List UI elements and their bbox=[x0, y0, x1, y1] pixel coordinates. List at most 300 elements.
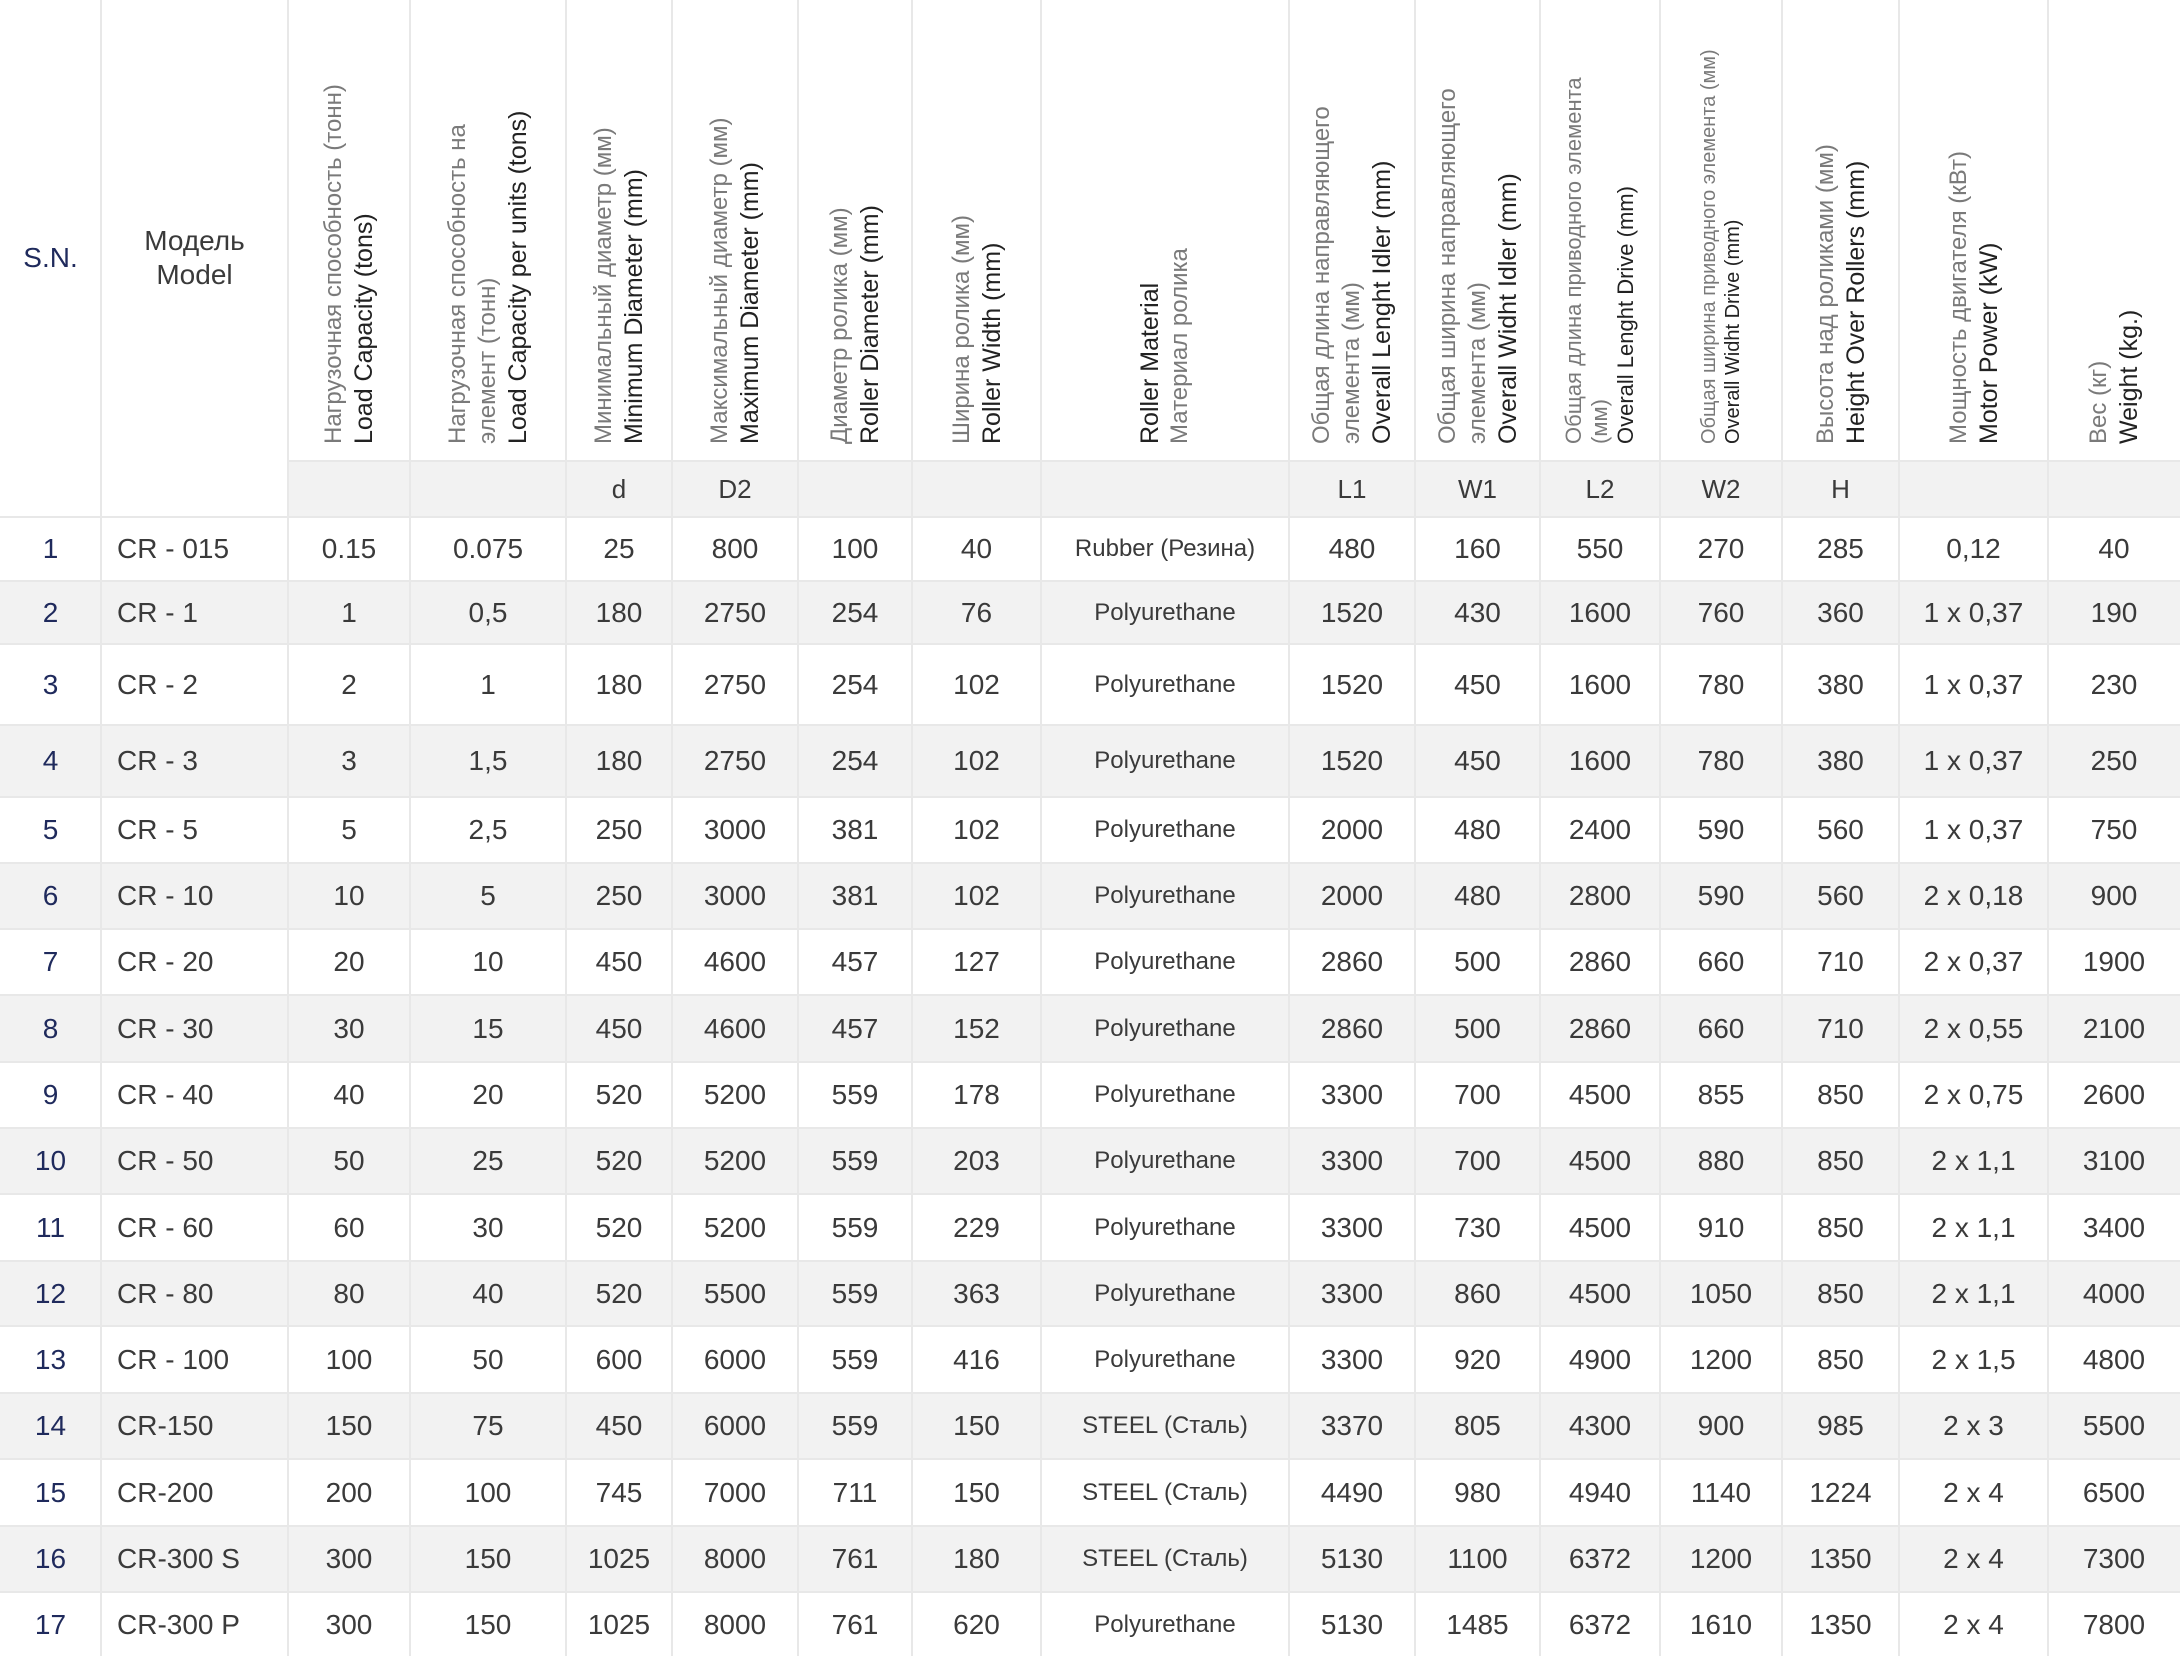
cell-load-capacity-per-unit: 30 bbox=[472, 1211, 504, 1243]
cell-overall-length-idler: 3300 bbox=[1320, 1343, 1384, 1375]
cell-roller-diameter: 559 bbox=[831, 1343, 879, 1375]
cell-roller-width: 203 bbox=[953, 1145, 1000, 1176]
header-symbol-label: d bbox=[611, 473, 627, 504]
cell-sn: 12 bbox=[34, 1277, 67, 1309]
cell-min-diameter: 25 bbox=[603, 533, 635, 564]
cell-load-capacity-per-unit: 20 bbox=[472, 1079, 504, 1110]
cell-max-diameter: 3000 bbox=[703, 880, 767, 911]
cell-motor-power: 2 x 0,37 bbox=[1923, 946, 2024, 977]
header-label-rotated bbox=[825, 205, 885, 444]
header-label-ru: Нагрузочная способность на bbox=[444, 124, 471, 444]
cell-min-diameter: 520 bbox=[595, 1211, 643, 1243]
cell-overall-length-idler: 2860 bbox=[1320, 946, 1384, 977]
cell-load-capacity-per-unit: 25 bbox=[472, 1145, 504, 1176]
cell-roller-material: Polyurethane bbox=[1094, 1081, 1236, 1108]
cell-model: CR-150 bbox=[117, 1410, 214, 1441]
cell-roller-diameter: 761 bbox=[831, 1543, 879, 1574]
cell-sn: 4 bbox=[42, 745, 59, 776]
cell-motor-power: 1 x 0,37 bbox=[1923, 668, 2024, 700]
cell-model: CR-300 S bbox=[117, 1543, 240, 1574]
header-symbol-weight bbox=[2048, 460, 2180, 516]
header-symbol-label: L1 bbox=[1337, 473, 1367, 504]
cell-overall-width-drive: 780 bbox=[1697, 668, 1745, 700]
cell-overall-length-drive: 2400 bbox=[1568, 814, 1632, 845]
cell-overall-width-drive: 660 bbox=[1697, 946, 1745, 977]
cell-overall-length-drive: 1600 bbox=[1568, 668, 1632, 700]
cell-min-diameter: 520 bbox=[595, 1079, 643, 1110]
header-label-en: Roller Width (mm) bbox=[978, 242, 1006, 444]
table-row bbox=[0, 862, 2180, 928]
header-label-ru: Общая длина направляющего bbox=[1308, 106, 1335, 444]
cell-weight: 4800 bbox=[2082, 1343, 2146, 1375]
cell-overall-width-idler: 700 bbox=[1454, 1079, 1501, 1110]
header-symbol-roller-material bbox=[1041, 460, 1289, 516]
header-load-capacity-per-unit bbox=[410, 0, 566, 460]
cell-max-diameter: 4600 bbox=[703, 1012, 767, 1044]
cell-load-capacity-per-unit: 15 bbox=[472, 1012, 504, 1044]
cell-load-capacity: 50 bbox=[333, 1145, 365, 1176]
header-symbol-load-capacity bbox=[288, 460, 410, 516]
table-row bbox=[0, 1325, 2180, 1392]
cell-height-over-rollers: 380 bbox=[1817, 745, 1864, 776]
cell-model: CR - 3 bbox=[117, 745, 198, 776]
cell-model: CR - 1 bbox=[117, 596, 198, 628]
cell-sn: 1 bbox=[42, 533, 59, 564]
cell-height-over-rollers: 850 bbox=[1817, 1211, 1864, 1243]
cell-overall-length-idler: 1520 bbox=[1320, 668, 1384, 700]
column-divider bbox=[2047, 0, 2049, 1656]
cell-roller-material: Polyurethane bbox=[1094, 816, 1236, 843]
cell-roller-material: Polyurethane bbox=[1094, 747, 1236, 774]
header-label-en: Weight (kg.) bbox=[2115, 309, 2143, 444]
cell-load-capacity: 100 bbox=[325, 1343, 373, 1375]
cell-roller-material: Polyurethane bbox=[1094, 670, 1236, 698]
cell-height-over-rollers: 985 bbox=[1817, 1410, 1864, 1441]
cell-weight: 6500 bbox=[2082, 1476, 2146, 1508]
cell-weight: 2100 bbox=[2082, 1012, 2146, 1044]
cell-model: CR - 20 bbox=[117, 946, 214, 977]
cell-overall-length-idler: 3300 bbox=[1320, 1145, 1384, 1176]
cell-weight: 2600 bbox=[2082, 1079, 2146, 1110]
cell-sn: 3 bbox=[42, 668, 59, 700]
column-divider bbox=[409, 0, 411, 1656]
cell-load-capacity: 80 bbox=[333, 1277, 365, 1309]
header-label-rotated bbox=[319, 84, 379, 444]
cell-height-over-rollers: 560 bbox=[1817, 814, 1864, 845]
header-label-lines bbox=[319, 84, 379, 444]
cell-motor-power: 2 x 1,1 bbox=[1931, 1277, 2016, 1309]
cell-weight: 4000 bbox=[2082, 1277, 2146, 1309]
cell-overall-length-idler: 4490 bbox=[1320, 1476, 1384, 1508]
cell-height-over-rollers: 710 bbox=[1817, 946, 1864, 977]
table-row bbox=[0, 1127, 2180, 1193]
cell-height-over-rollers: 1224 bbox=[1809, 1476, 1872, 1508]
cell-overall-length-drive: 4300 bbox=[1568, 1410, 1632, 1441]
cell-overall-width-idler: 920 bbox=[1454, 1343, 1501, 1375]
header-label-ru: Высота над роликами (мм) bbox=[1812, 144, 1839, 444]
cell-height-over-rollers: 850 bbox=[1817, 1145, 1864, 1176]
header-label-en: Maximum Diameter (mm) bbox=[736, 162, 764, 444]
header-label-lines bbox=[1307, 106, 1397, 444]
cell-motor-power: 0,12 bbox=[1946, 533, 2001, 564]
header-symbol-load-capacity-per-unit bbox=[410, 460, 566, 516]
cell-overall-length-drive: 4500 bbox=[1568, 1211, 1632, 1243]
header-label-rotated bbox=[2084, 310, 2144, 444]
column-divider bbox=[1781, 0, 1783, 1656]
cell-max-diameter: 8000 bbox=[703, 1543, 767, 1574]
cell-roller-diameter: 254 bbox=[831, 668, 879, 700]
table-row bbox=[0, 516, 2180, 580]
header-symbol-height-over-rollers bbox=[1782, 460, 1899, 516]
cell-motor-power: 2 x 4 bbox=[1943, 1608, 2004, 1640]
header-model-ru: Модель bbox=[144, 225, 245, 256]
cell-overall-length-drive: 1600 bbox=[1568, 596, 1632, 628]
cell-load-capacity: 40 bbox=[333, 1079, 365, 1110]
header-label-rotated bbox=[1811, 144, 1871, 444]
cell-model: CR - 60 bbox=[117, 1211, 214, 1243]
cell-load-capacity: 1 bbox=[341, 596, 357, 628]
column-divider bbox=[1414, 0, 1416, 1656]
cell-roller-diameter: 254 bbox=[831, 596, 879, 628]
cell-weight: 7300 bbox=[2082, 1543, 2146, 1574]
cell-overall-width-drive: 910 bbox=[1697, 1211, 1745, 1243]
cell-min-diameter: 745 bbox=[595, 1476, 643, 1508]
cell-max-diameter: 3000 bbox=[703, 814, 767, 845]
cell-roller-material: Polyurethane bbox=[1094, 1279, 1236, 1307]
column-divider bbox=[1659, 0, 1661, 1656]
cell-load-capacity-per-unit: 150 bbox=[464, 1543, 512, 1574]
cell-overall-length-idler: 3300 bbox=[1320, 1277, 1384, 1309]
cell-overall-length-idler: 2000 bbox=[1320, 880, 1384, 911]
header-label-lines bbox=[1944, 151, 2004, 444]
cell-height-over-rollers: 560 bbox=[1817, 880, 1864, 911]
cell-overall-length-drive: 2860 bbox=[1568, 946, 1632, 977]
header-symbol-min-diameter bbox=[566, 460, 672, 516]
cell-roller-width: 178 bbox=[953, 1079, 1000, 1110]
cell-model: CR - 30 bbox=[117, 1012, 214, 1044]
cell-roller-material: Polyurethane bbox=[1094, 1213, 1236, 1241]
header-overall-length-drive bbox=[1540, 0, 1660, 460]
cell-overall-length-drive: 1600 bbox=[1568, 745, 1632, 776]
cell-roller-diameter: 381 bbox=[831, 880, 879, 911]
cell-overall-length-drive: 4900 bbox=[1568, 1343, 1632, 1375]
cell-motor-power: 2 x 3 bbox=[1943, 1410, 2004, 1441]
cell-overall-length-idler: 3300 bbox=[1320, 1079, 1384, 1110]
header-label-en: Overall Lenght Idler (mm) bbox=[1368, 160, 1396, 444]
header-label-en: Minimum Diameter (mm) bbox=[620, 169, 648, 444]
table-row bbox=[0, 724, 2180, 796]
cell-min-diameter: 250 bbox=[595, 880, 643, 911]
header-label-rotated bbox=[1433, 88, 1523, 444]
table-row bbox=[0, 643, 2180, 724]
header-symbol-max-diameter bbox=[672, 460, 798, 516]
cell-roller-material: Polyurethane bbox=[1094, 1014, 1236, 1042]
cell-max-diameter: 5200 bbox=[703, 1079, 767, 1110]
cell-height-over-rollers: 285 bbox=[1817, 533, 1864, 564]
cell-weight: 250 bbox=[2090, 745, 2138, 776]
cell-overall-width-idler: 430 bbox=[1454, 596, 1501, 628]
cell-load-capacity-per-unit: 2,5 bbox=[468, 814, 508, 845]
cell-overall-length-drive: 4500 bbox=[1568, 1145, 1632, 1176]
header-sn-label: S.N. bbox=[23, 242, 78, 273]
cell-overall-width-idler: 805 bbox=[1454, 1410, 1501, 1441]
cell-model: CR - 50 bbox=[117, 1145, 214, 1176]
header-min-diameter bbox=[566, 0, 672, 460]
cell-overall-width-drive: 855 bbox=[1697, 1079, 1745, 1110]
header-label-en: Overall Widht Idler (mm) bbox=[1494, 173, 1522, 444]
cell-overall-width-drive: 270 bbox=[1697, 533, 1745, 564]
header-label-lines bbox=[1811, 144, 1871, 444]
header-label-rotated bbox=[705, 117, 765, 444]
cell-overall-width-drive: 590 bbox=[1697, 814, 1745, 845]
header-overall-width-idler bbox=[1415, 0, 1540, 460]
cell-max-diameter: 2750 bbox=[703, 596, 767, 628]
cell-roller-width: 363 bbox=[953, 1277, 1000, 1309]
cell-roller-width: 102 bbox=[953, 814, 1000, 845]
cell-min-diameter: 600 bbox=[595, 1343, 643, 1375]
cell-load-capacity: 150 bbox=[325, 1410, 373, 1441]
header-label-ru: Общая ширина приводного элемента (мм) bbox=[1698, 49, 1720, 444]
cell-overall-width-drive: 590 bbox=[1697, 880, 1745, 911]
cell-model: CR - 5 bbox=[117, 814, 198, 845]
cell-motor-power: 2 x 0,18 bbox=[1923, 880, 2024, 911]
cell-overall-length-idler: 3300 bbox=[1320, 1211, 1384, 1243]
cell-overall-width-idler: 160 bbox=[1454, 533, 1501, 564]
header-roller-diameter bbox=[798, 0, 912, 460]
header-label-lines bbox=[1135, 248, 1195, 444]
table-row bbox=[0, 928, 2180, 994]
header-label-ru-line2: (мм) bbox=[1587, 399, 1612, 444]
cell-weight: 230 bbox=[2090, 668, 2138, 700]
cell-roller-diameter: 381 bbox=[831, 814, 879, 845]
header-motor-power bbox=[1899, 0, 2048, 460]
cell-motor-power: 2 x 1,1 bbox=[1931, 1145, 2016, 1176]
header-overall-width-drive bbox=[1660, 0, 1782, 460]
cell-max-diameter: 8000 bbox=[703, 1608, 767, 1640]
cell-overall-length-idler: 1520 bbox=[1320, 745, 1384, 776]
header-symbol-label: W1 bbox=[1458, 473, 1497, 504]
column-divider bbox=[565, 0, 567, 1656]
header-label-lines bbox=[1561, 77, 1639, 444]
cell-overall-length-drive: 4500 bbox=[1568, 1277, 1632, 1309]
cell-model: CR - 80 bbox=[117, 1277, 214, 1309]
header-label-ru: Максимальный диаметр (мм) bbox=[706, 117, 733, 444]
cell-load-capacity-per-unit: 1,5 bbox=[468, 745, 508, 776]
cell-overall-width-idler: 1485 bbox=[1446, 1608, 1509, 1640]
cell-roller-diameter: 559 bbox=[831, 1410, 879, 1441]
table-row bbox=[0, 1525, 2180, 1591]
header-label-lines bbox=[1697, 49, 1745, 444]
header-symbol-overall-width-drive bbox=[1660, 460, 1782, 516]
cell-roller-width: 127 bbox=[953, 946, 1000, 977]
cell-weight: 5500 bbox=[2082, 1410, 2146, 1441]
header-model-en: Model bbox=[156, 259, 233, 290]
cell-sn: 10 bbox=[34, 1145, 67, 1176]
cell-sn: 13 bbox=[34, 1343, 67, 1375]
cell-motor-power: 1 x 0,37 bbox=[1923, 745, 2024, 776]
cell-overall-width-drive: 1610 bbox=[1689, 1608, 1753, 1640]
cell-max-diameter: 6000 bbox=[703, 1410, 767, 1441]
header-label-ru: Материал ролика bbox=[1166, 248, 1193, 444]
cell-model: CR - 10 bbox=[117, 880, 214, 911]
cell-overall-width-idler: 480 bbox=[1454, 880, 1501, 911]
cell-load-capacity: 200 bbox=[325, 1476, 373, 1508]
header-symbol-overall-length-idler bbox=[1289, 460, 1415, 516]
header-label-ru: Общая длина приводного элемента bbox=[1561, 77, 1586, 444]
header-sn bbox=[0, 0, 101, 516]
header-roller-material bbox=[1041, 0, 1289, 460]
header-symbol-label: H bbox=[1831, 473, 1850, 504]
cell-load-capacity: 300 bbox=[325, 1543, 373, 1574]
cell-model: CR-300 P bbox=[117, 1608, 240, 1640]
cell-motor-power: 2 x 4 bbox=[1943, 1543, 2004, 1574]
cell-load-capacity: 0.15 bbox=[321, 533, 377, 564]
header-symbol-label: W2 bbox=[1701, 473, 1741, 504]
cell-weight: 3100 bbox=[2082, 1145, 2146, 1176]
cell-overall-width-idler: 980 bbox=[1454, 1476, 1501, 1508]
header-label-en: Roller Diameter (mm) bbox=[856, 205, 884, 444]
header-label-lines bbox=[589, 127, 649, 444]
cell-sn: 14 bbox=[34, 1410, 67, 1441]
header-label-en: Roller Material bbox=[1136, 282, 1164, 444]
table-row bbox=[0, 796, 2180, 862]
cell-load-capacity-per-unit: 75 bbox=[472, 1410, 504, 1441]
cell-roller-material: Polyurethane bbox=[1094, 598, 1236, 626]
cell-overall-width-idler: 450 bbox=[1454, 745, 1501, 776]
header-symbol-overall-width-idler bbox=[1415, 460, 1540, 516]
cell-overall-length-drive: 4940 bbox=[1568, 1476, 1632, 1508]
cell-load-capacity-per-unit: 0,5 bbox=[468, 596, 508, 628]
cell-height-over-rollers: 850 bbox=[1817, 1079, 1864, 1110]
cell-roller-width: 76 bbox=[960, 596, 993, 628]
cell-overall-width-idler: 500 bbox=[1454, 946, 1501, 977]
header-roller-width bbox=[912, 0, 1041, 460]
column-divider bbox=[911, 0, 913, 1656]
cell-motor-power: 2 x 1,5 bbox=[1931, 1343, 2016, 1375]
header-label-rotated bbox=[1561, 77, 1639, 444]
cell-overall-length-idler: 2000 bbox=[1320, 814, 1384, 845]
cell-load-capacity-per-unit: 100 bbox=[464, 1476, 512, 1508]
cell-load-capacity-per-unit: 10 bbox=[472, 946, 504, 977]
cell-overall-length-idler: 480 bbox=[1328, 533, 1376, 564]
cell-overall-length-drive: 550 bbox=[1576, 533, 1624, 564]
cell-min-diameter: 450 bbox=[595, 946, 643, 977]
cell-roller-diameter: 559 bbox=[831, 1145, 879, 1176]
column-divider bbox=[797, 0, 799, 1656]
cell-sn: 8 bbox=[42, 1012, 59, 1044]
cell-overall-length-drive: 2800 bbox=[1568, 880, 1632, 911]
header-label-en: Overall Lenght Drive (mm) bbox=[1613, 186, 1638, 444]
header-label-ru: Вес (кг) bbox=[2085, 360, 2112, 444]
cell-overall-width-idler: 500 bbox=[1454, 1012, 1501, 1044]
cell-overall-width-drive: 660 bbox=[1697, 1012, 1745, 1044]
cell-height-over-rollers: 1350 bbox=[1809, 1543, 1872, 1574]
header-overall-length-idler bbox=[1289, 0, 1415, 460]
cell-height-over-rollers: 850 bbox=[1817, 1343, 1864, 1375]
cell-overall-width-drive: 900 bbox=[1697, 1410, 1745, 1441]
cell-roller-diameter: 254 bbox=[831, 745, 879, 776]
cell-weight: 7800 bbox=[2082, 1608, 2146, 1640]
cell-sn: 5 bbox=[42, 814, 59, 845]
cell-overall-width-idler: 860 bbox=[1454, 1277, 1501, 1309]
header-label-lines bbox=[2084, 310, 2144, 444]
cell-weight: 900 bbox=[2090, 880, 2138, 911]
cell-load-capacity-per-unit: 0.075 bbox=[452, 533, 524, 564]
cell-overall-width-idler: 730 bbox=[1454, 1211, 1501, 1243]
cell-motor-power: 1 x 0,37 bbox=[1923, 814, 2024, 845]
header-load-capacity bbox=[288, 0, 410, 460]
cell-max-diameter: 7000 bbox=[703, 1476, 767, 1508]
cell-max-diameter: 2750 bbox=[703, 745, 767, 776]
cell-min-diameter: 180 bbox=[595, 745, 643, 776]
cell-load-capacity: 5 bbox=[341, 814, 357, 845]
cell-roller-width: 102 bbox=[953, 745, 1000, 776]
cell-height-over-rollers: 360 bbox=[1817, 596, 1864, 628]
cell-height-over-rollers: 710 bbox=[1817, 1012, 1864, 1044]
cell-overall-width-drive: 1140 bbox=[1690, 1476, 1752, 1508]
cell-roller-width: 102 bbox=[953, 880, 1000, 911]
cell-min-diameter: 180 bbox=[595, 668, 643, 700]
cell-overall-length-drive: 6372 bbox=[1568, 1543, 1632, 1574]
cell-roller-material: Polyurethane bbox=[1094, 1345, 1236, 1373]
header-symbol-label: D2 bbox=[718, 473, 752, 504]
column-divider bbox=[671, 0, 673, 1656]
cell-sn: 16 bbox=[34, 1543, 67, 1574]
cell-model: CR-200 bbox=[117, 1476, 214, 1508]
cell-load-capacity-per-unit: 150 bbox=[464, 1608, 512, 1640]
cell-weight: 190 bbox=[2090, 596, 2138, 628]
cell-roller-material: STEEL (Сталь) bbox=[1082, 1412, 1248, 1439]
cell-max-diameter: 5500 bbox=[703, 1277, 767, 1309]
cell-min-diameter: 520 bbox=[595, 1277, 643, 1309]
cell-min-diameter: 1025 bbox=[587, 1543, 651, 1574]
header-label-ru: Минимальный диаметр (мм) bbox=[590, 127, 617, 444]
cell-load-capacity-per-unit: 40 bbox=[472, 1277, 504, 1309]
table-row bbox=[0, 580, 2180, 643]
cell-overall-width-drive: 760 bbox=[1697, 596, 1745, 628]
header-divider bbox=[0, 516, 2180, 518]
cell-min-diameter: 250 bbox=[595, 814, 643, 845]
cell-max-diameter: 4600 bbox=[703, 946, 767, 977]
cell-roller-diameter: 559 bbox=[831, 1079, 879, 1110]
cell-overall-length-idler: 3370 bbox=[1320, 1410, 1384, 1441]
cell-sn: 7 bbox=[42, 946, 59, 977]
cell-max-diameter: 800 bbox=[711, 533, 759, 564]
header-symbol-roller-width bbox=[912, 460, 1041, 516]
header-label-lines bbox=[1433, 88, 1523, 444]
header-symbol-roller-diameter bbox=[798, 460, 912, 516]
cell-roller-diameter: 761 bbox=[831, 1608, 879, 1640]
cell-min-diameter: 450 bbox=[595, 1012, 643, 1044]
cell-model: CR - 100 bbox=[117, 1343, 230, 1375]
table-row bbox=[0, 1591, 2180, 1656]
column-divider bbox=[1040, 0, 1042, 1656]
cell-overall-length-drive: 2860 bbox=[1568, 1012, 1632, 1044]
table-row bbox=[0, 994, 2180, 1061]
cell-roller-diameter: 100 bbox=[831, 533, 879, 564]
cell-height-over-rollers: 380 bbox=[1817, 668, 1864, 700]
cell-overall-width-idler: 450 bbox=[1454, 668, 1501, 700]
header-symbol-overall-length-drive bbox=[1540, 460, 1660, 516]
header-label-lines bbox=[825, 205, 885, 444]
header-label-ru: Нагрузочная способность (тонн) bbox=[320, 84, 347, 444]
header-label-ru: Мощность двигателя (кВт) bbox=[1945, 151, 1972, 444]
cell-overall-width-idler: 480 bbox=[1454, 814, 1501, 845]
cell-motor-power: 2 x 1,1 bbox=[1931, 1211, 2016, 1243]
cell-roller-material: STEEL (Сталь) bbox=[1082, 1478, 1248, 1506]
cell-roller-material: Polyurethane bbox=[1094, 1147, 1236, 1174]
cell-model: CR - 40 bbox=[117, 1079, 214, 1110]
